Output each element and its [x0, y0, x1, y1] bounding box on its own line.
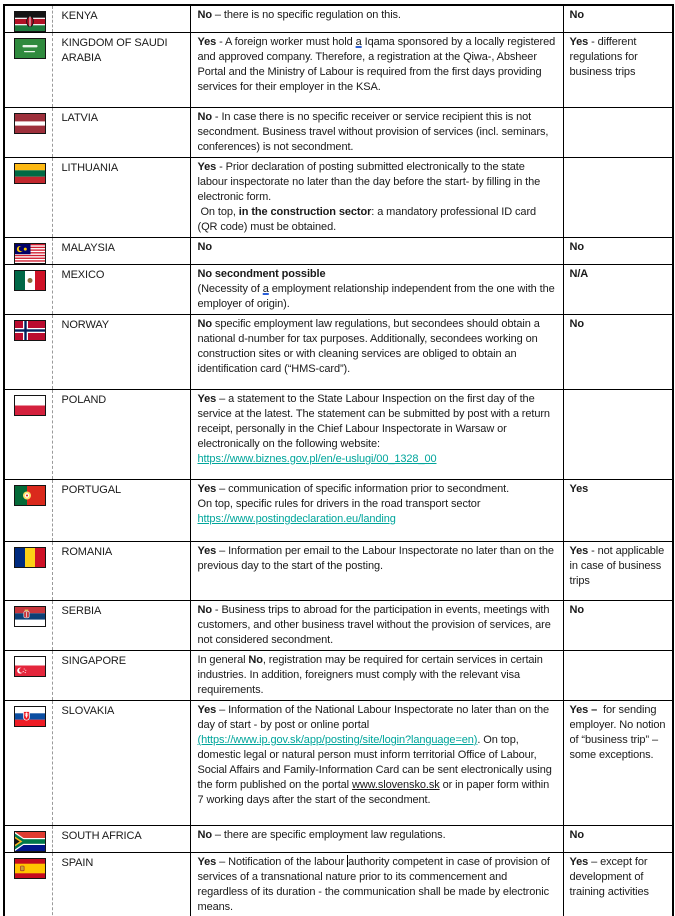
emphasis-text: Yes –	[569, 704, 598, 716]
body-text: : a mandatory professional ID card (QR code) must be obtained.	[197, 206, 537, 233]
paragraph	[198, 267, 556, 282]
external-link[interactable]: https://www.biznes.gov.pl/en/e-uslugi/00_1328_00	[197, 453, 437, 465]
emphasis-text: No	[248, 654, 263, 666]
body-text: On top, specific rules for drivers in the road transport sector	[197, 498, 481, 510]
body-text: – Notification of the labour	[216, 856, 348, 868]
country-name: MALAYSIA	[61, 242, 115, 254]
table-row	[4, 651, 673, 701]
table-row	[4, 480, 673, 542]
flag-icon-saudi-arabia	[14, 38, 46, 59]
country-cell	[52, 108, 190, 158]
flag-cell	[4, 601, 52, 651]
paragraph	[570, 828, 669, 843]
body-text: . On top, domestic legal or natural person must inform territorial Office of Labour, Social Affairs and Family-Information Card can be sent electronically using the form published on the portal	[197, 734, 552, 791]
country-cell	[52, 158, 190, 238]
flag-icon-spain	[14, 858, 46, 879]
paragraph	[198, 497, 556, 512]
paragraph	[570, 603, 669, 618]
emphasis-text: Yes	[197, 393, 217, 405]
country-name: POLAND	[61, 394, 107, 406]
flag-cell	[4, 390, 52, 480]
external-link[interactable]: (https://www.ip.gov.sk/app/posting/site/login?language=en)	[197, 734, 478, 746]
regulation-detail-cell	[190, 853, 563, 916]
country-name: ROMANIA	[61, 546, 113, 558]
paragraph	[570, 35, 669, 80]
regulation-summary-cell	[563, 108, 673, 158]
body-text: – communication of specific information prior to secondment.	[216, 483, 510, 495]
regulation-summary-cell	[563, 390, 673, 480]
emphasis-text: Yes	[197, 483, 217, 495]
country-cell	[52, 390, 190, 480]
country-cell	[52, 826, 190, 853]
country-name: SPAIN	[61, 857, 94, 869]
regulation-detail-cell	[190, 826, 563, 853]
flag-icon-norway	[14, 320, 46, 341]
regulation-detail-cell	[190, 315, 563, 390]
country-cell	[52, 701, 190, 826]
paragraph	[198, 703, 556, 808]
flag-cell	[4, 33, 52, 108]
emphasis-text: N/A	[569, 268, 589, 280]
emphasis-text: Yes	[197, 704, 217, 716]
flag-icon-singapore	[14, 656, 46, 677]
body-text: – except for development of training activities	[569, 856, 649, 898]
flag-icon-portugal	[14, 485, 46, 506]
country-cell	[52, 265, 190, 315]
regulation-summary-cell	[563, 651, 673, 701]
regulation-detail-cell	[190, 651, 563, 701]
country-cell	[52, 238, 190, 265]
emphasis-text: No	[569, 318, 584, 330]
flag-icon-south-africa	[14, 831, 46, 852]
flag-icon-lithuania	[14, 163, 46, 184]
regulation-detail-cell	[190, 480, 563, 542]
country-cell	[52, 480, 190, 542]
country-name: LATVIA	[61, 112, 98, 124]
body-text: – a statement to the State Labour Inspection on the first day of the service at the latest. The statement can be submitted by post with a return receipt, personally in the Chief Labour Inspectorate in Warsaw or electronically on the following website:	[197, 393, 550, 450]
body-text: - Prior declaration of posting submitted electronically to the state labour inspectorate no later than the day before the start- by filling in the electronic form.	[197, 161, 541, 203]
emphasis-text: No	[197, 9, 212, 21]
body-text: - A foreign worker must hold	[216, 36, 356, 48]
flag-cell	[4, 265, 52, 315]
regulation-summary-cell	[563, 701, 673, 826]
emphasis-text: Yes	[197, 161, 217, 173]
body-text: a	[355, 36, 362, 48]
paragraph	[570, 482, 669, 497]
flag-icon-slovakia	[14, 706, 46, 727]
body-text: – Information of the National Labour Inspectorate no later than on the day of start - by post or online portal	[197, 704, 550, 731]
regulation-detail-cell	[190, 390, 563, 480]
flag-icon-poland	[14, 395, 46, 416]
country-cell	[52, 651, 190, 701]
country-name: SLOVAKIA	[61, 705, 115, 717]
paragraph	[198, 282, 556, 312]
regulation-summary-cell	[563, 601, 673, 651]
emphasis-text: No	[197, 241, 212, 253]
flag-icon-latvia	[14, 113, 46, 134]
paragraph	[198, 855, 556, 915]
emphasis-text: Yes	[569, 856, 589, 868]
paragraph	[198, 160, 556, 205]
regulation-summary-cell	[563, 238, 673, 265]
paragraph	[198, 512, 556, 527]
paragraph	[198, 205, 556, 235]
table-row	[4, 853, 673, 916]
regulation-summary-cell	[563, 826, 673, 853]
flag-cell	[4, 480, 52, 542]
regulation-detail-cell	[190, 33, 563, 108]
flag-cell	[4, 315, 52, 390]
body-text: , registration may be required for certain services in certain industries. In addition, foreigners must comply with the relevant visa requirements.	[197, 654, 543, 696]
regulation-detail-cell	[190, 265, 563, 315]
emphasis-text: Yes	[569, 36, 589, 48]
regulation-detail-cell	[190, 542, 563, 601]
table-row	[4, 826, 673, 853]
flag-cell	[4, 158, 52, 238]
regulation-summary-cell	[563, 5, 673, 33]
regulation-summary-cell	[563, 158, 673, 238]
flag-icon-romania	[14, 547, 46, 568]
flag-cell	[4, 5, 52, 33]
flag-cell	[4, 853, 52, 916]
table-row	[4, 33, 673, 108]
flag-cell	[4, 542, 52, 601]
paragraph	[570, 267, 669, 282]
body-text: a	[262, 283, 269, 295]
flag-cell	[4, 651, 52, 701]
body-text: – there is no specific regulation on this.	[211, 9, 401, 21]
flag-cell	[4, 701, 52, 826]
paragraph	[198, 482, 556, 497]
table-row	[4, 108, 673, 158]
paragraph	[198, 110, 556, 155]
regulation-summary-cell	[563, 853, 673, 916]
regulation-detail-cell	[190, 158, 563, 238]
emphasis-text: Yes	[197, 545, 217, 557]
body-text: employment relationship independent from the one with the employer of origin).	[197, 283, 555, 310]
paragraph	[570, 317, 669, 332]
body-text: In general	[197, 654, 249, 666]
country-cell	[52, 33, 190, 108]
flag-cell	[4, 826, 52, 853]
regulation-summary-cell	[563, 33, 673, 108]
body-text: specific employment law regulations, but secondees should obtain a national d-number for tax purposes. Additionally, secondees working on construction sites or with cleaning services are obliged to obtain an identification card (“HMS-card”).	[197, 318, 540, 375]
country-name: SOUTH AFRICA	[61, 830, 142, 842]
country-cell	[52, 853, 190, 916]
country-cell	[52, 5, 190, 33]
emphasis-text: in the construction sector	[238, 206, 372, 218]
regulation-summary-cell	[563, 542, 673, 601]
country-secondment-table-body	[4, 5, 673, 916]
table-row	[4, 315, 673, 390]
regulation-summary-cell	[563, 315, 673, 390]
flag-cell	[4, 238, 52, 265]
external-link[interactable]: https://www.postingdeclaration.eu/landing	[197, 513, 396, 525]
table-row	[4, 5, 673, 33]
flag-icon-serbia	[14, 606, 46, 627]
emphasis-text: Yes	[569, 483, 589, 495]
country-cell	[52, 315, 190, 390]
country-secondment-table	[3, 4, 674, 916]
paragraph	[570, 703, 669, 763]
paragraph	[198, 317, 556, 377]
paragraph	[198, 603, 556, 648]
regulation-detail-cell	[190, 601, 563, 651]
regulation-detail-cell	[190, 238, 563, 265]
table-row	[4, 701, 673, 826]
emphasis-text: No	[569, 829, 584, 841]
flag-icon-mexico	[14, 270, 46, 291]
body-text: Iqama sponsored by a locally registered and approved company. Therefore, a registration at the Qiwa-, Absheer Portal and the Ministry of Labour is required from the first days providing services for their employer in the KSA.	[197, 36, 556, 93]
paragraph	[198, 240, 556, 255]
paragraph	[198, 8, 556, 23]
body-text: - not applicable in case of business trips	[569, 545, 665, 587]
emphasis-text: No	[197, 111, 212, 123]
body-text: - In case there is no specific receiver or service recipient this is not secondment. Business travel without provision of services (incl. seminars, conferences) is not secondment.	[197, 111, 549, 153]
emphasis-text: Yes	[569, 545, 589, 557]
paragraph	[570, 8, 669, 23]
country-name: PORTUGAL	[61, 484, 122, 496]
body-text: - Business trips to abroad for the participation in events, meetings with customers, and other business travel without the provision of services, are not considered secondment.	[197, 604, 551, 646]
emphasis-text: No secondment possible	[197, 268, 326, 280]
country-name: KENYA	[61, 10, 98, 22]
body-text: – Information per email to the Labour Inspectorate no later than on the previous day to the start of the posting.	[197, 545, 554, 572]
emphasis-text: No	[569, 241, 584, 253]
country-cell	[52, 601, 190, 651]
body-text: or in paper form within 7 working days after the start of the secondment.	[197, 779, 550, 806]
body-text: On top,	[197, 206, 239, 218]
body-text: - different regulations for business trips	[569, 36, 638, 78]
body-text: – there are specific employment law regulations.	[211, 829, 446, 841]
paragraph	[198, 452, 556, 467]
paragraph	[570, 240, 669, 255]
paragraph	[198, 653, 556, 698]
paragraph	[198, 828, 556, 843]
regulation-summary-cell	[563, 480, 673, 542]
emphasis-text: No	[197, 604, 212, 616]
country-name: MEXICO	[61, 269, 105, 281]
body-text: authority competent in case of provision of services of a transnational nature prior to its commencement and regardless of its duration - the communication shall be made by electronic means.	[197, 856, 550, 913]
table-row	[4, 265, 673, 315]
country-name: LITHUANIA	[61, 162, 119, 174]
emphasis-text: Yes	[197, 36, 217, 48]
emphasis-text: No	[569, 9, 584, 21]
table-row	[4, 601, 673, 651]
emphasis-text: No	[197, 318, 212, 330]
table-row	[4, 542, 673, 601]
paragraph	[198, 392, 556, 452]
country-name: SINGAPORE	[61, 655, 127, 667]
flag-icon-malaysia	[14, 243, 46, 264]
regulation-detail-cell	[190, 5, 563, 33]
regulation-detail-cell	[190, 108, 563, 158]
paragraph	[570, 855, 669, 900]
flag-cell	[4, 108, 52, 158]
country-cell	[52, 542, 190, 601]
body-text: for sending employer. No notion of “business trip” – some exceptions.	[569, 704, 666, 761]
emphasis-text: No	[197, 829, 212, 841]
country-name: NORWAY	[61, 319, 109, 331]
paragraph	[198, 35, 556, 95]
country-name: SERBIA	[61, 605, 102, 617]
body-text: (Necessity of	[197, 283, 263, 295]
emphasis-text: Yes	[197, 856, 217, 868]
table-row	[4, 390, 673, 480]
paragraph	[570, 544, 669, 589]
paragraph	[198, 544, 556, 574]
regulation-detail-cell	[190, 701, 563, 826]
emphasis-text: No	[569, 604, 584, 616]
regulation-summary-cell	[563, 265, 673, 315]
flag-icon-kenya	[14, 11, 46, 32]
country-name: KINGDOM OF SAUDI ARABIA	[61, 37, 168, 64]
table-row	[4, 158, 673, 238]
body-text: www.slovensko.sk	[351, 779, 440, 791]
table-row	[4, 238, 673, 265]
